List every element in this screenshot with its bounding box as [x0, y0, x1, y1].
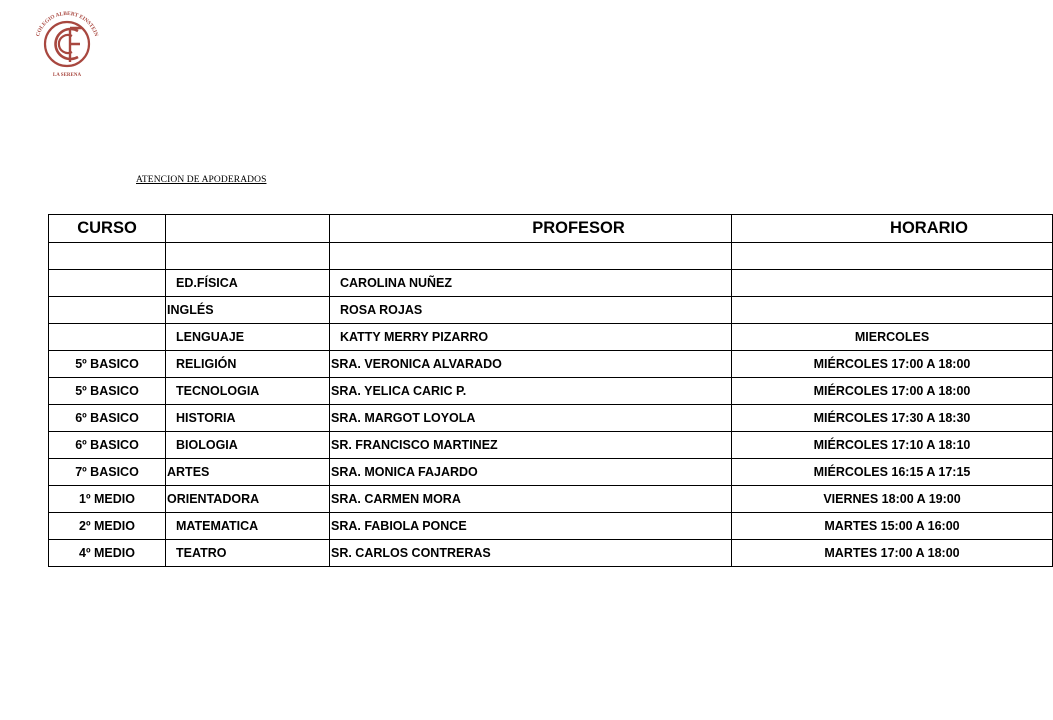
cell-profesor: SR. FRANCISCO MARTINEZ [330, 432, 732, 459]
schedule-table [48, 214, 1053, 567]
cell-curso [49, 270, 166, 297]
header-asignatura [166, 215, 330, 243]
cell-curso [49, 243, 166, 270]
cell-horario: MIÉRCOLES 17:30 A 18:30 [732, 405, 1053, 432]
table-row [49, 270, 1053, 297]
cell-profesor: SR. CARLOS CONTRERAS [330, 540, 732, 567]
page-subtitle: ATENCION DE APODERADOS [136, 175, 267, 185]
cell-curso [49, 297, 166, 324]
table-header-row [49, 215, 1053, 243]
cell-horario: MARTES 17:00 A 18:00 [732, 540, 1053, 567]
cell-horario: MIERCOLES [732, 324, 1053, 351]
cell-curso: 5º BASICO [49, 378, 166, 405]
cell-horario: MIÉRCOLES 16:15 A 17:15 [732, 459, 1053, 486]
cell-profesor: SRA. VERONICA ALVARADO [330, 351, 732, 378]
cell-horario: MARTES 15:00 A 16:00 [732, 513, 1053, 540]
cell-profesor: SRA. MARGOT LOYOLA [330, 405, 732, 432]
cell-asignatura: MATEMATICA [166, 513, 330, 540]
table-row [49, 324, 1053, 351]
cell-curso [49, 324, 166, 351]
cell-profesor [330, 243, 732, 270]
table-row [49, 540, 1053, 567]
table-row [49, 405, 1053, 432]
cell-asignatura: TECNOLOGIA [166, 378, 330, 405]
logo-bottom-text: LA SERENA [52, 73, 82, 78]
school-logo [26, 0, 108, 82]
cell-profesor: KATTY MERRY PIZARRO [330, 324, 732, 351]
table-row [49, 513, 1053, 540]
table-row [49, 351, 1053, 378]
cell-horario [732, 270, 1053, 297]
header-horario: HORARIO [732, 215, 1053, 243]
svg-text:COLEGIO ALBERT EINSTEIN [35, 11, 99, 37]
cell-curso: 6º BASICO [49, 405, 166, 432]
table-row [49, 243, 1053, 270]
header-curso: CURSO [49, 215, 166, 243]
cell-asignatura: RELIGIÓN [166, 351, 330, 378]
cell-curso: 4º MEDIO [49, 540, 166, 567]
cell-profesor: SRA. MONICA FAJARDO [330, 459, 732, 486]
cell-curso: 5º BASICO [49, 351, 166, 378]
cell-profesor: SRA. FABIOLA PONCE [330, 513, 732, 540]
cell-curso: 6º BASICO [49, 432, 166, 459]
cell-asignatura [166, 243, 330, 270]
table-row [49, 378, 1053, 405]
cell-asignatura: BIOLOGIA [166, 432, 330, 459]
table-row [49, 432, 1053, 459]
header-profesor: PROFESOR [330, 215, 732, 243]
logo-arc-text: COLEGIO ALBERT EINSTEIN [35, 10, 99, 38]
cell-asignatura: HISTORIA [166, 405, 330, 432]
cell-profesor: ROSA ROJAS [330, 297, 732, 324]
cell-asignatura: ARTES [166, 459, 330, 486]
cell-horario: MIÉRCOLES 17:00 A 18:00 [732, 351, 1053, 378]
cell-profesor: SRA. YELICA CARIC P. [330, 378, 732, 405]
cell-profesor: SRA. CARMEN MORA [330, 486, 732, 513]
cell-horario [732, 243, 1053, 270]
cell-horario: MIÉRCOLES 17:00 A 18:00 [732, 378, 1053, 405]
cell-curso: 1º MEDIO [49, 486, 166, 513]
cell-profesor: CAROLINA NUÑEZ [330, 270, 732, 297]
cell-asignatura: ED.FÍSICA [166, 270, 330, 297]
table-row [49, 297, 1053, 324]
cell-curso: 7º BASICO [49, 459, 166, 486]
table-row [49, 486, 1053, 513]
cell-asignatura: LENGUAJE [166, 324, 330, 351]
cell-asignatura: INGLÉS [166, 297, 330, 324]
cell-horario: MIÉRCOLES 17:10 A 18:10 [732, 432, 1053, 459]
cell-asignatura: TEATRO [166, 540, 330, 567]
cell-horario [732, 297, 1053, 324]
cell-horario: VIERNES 18:00 A 19:00 [732, 486, 1053, 513]
cell-curso: 2º MEDIO [49, 513, 166, 540]
cell-asignatura: ORIENTADORA [166, 486, 330, 513]
table-row [49, 459, 1053, 486]
